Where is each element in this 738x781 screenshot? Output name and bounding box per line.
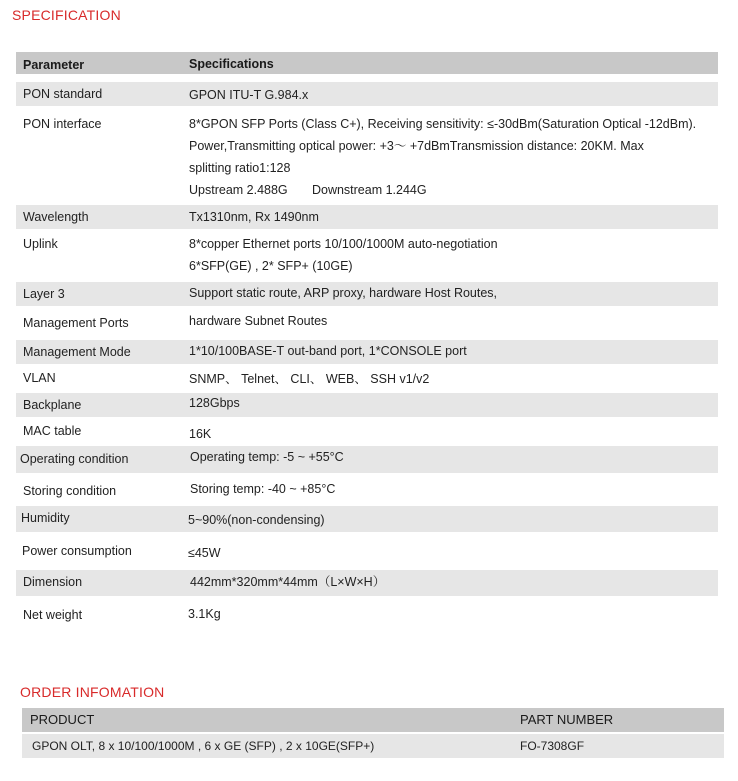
table-row <box>16 205 718 229</box>
row-param: Net weight <box>23 608 83 622</box>
row-param: Uplink <box>23 237 58 251</box>
row-spec-line: 5~90%(non-condensing) <box>188 513 325 527</box>
row-spec-line: Storing temp: -40 ~ +85°C <box>190 482 336 496</box>
row-spec-line: 8*copper Ethernet ports 10/100/1000M auto-negotiation <box>189 237 498 251</box>
row-param: Management Ports <box>23 316 129 330</box>
row-spec-line: splitting ratio1:128 <box>189 161 291 175</box>
row-param: Storing condition <box>23 484 117 498</box>
row-param: Layer 3 <box>23 287 65 301</box>
row-param: MAC table <box>23 424 82 438</box>
table-row <box>16 82 718 106</box>
table-row <box>16 340 718 364</box>
order-table-header <box>22 708 724 732</box>
row-param: Power consumption <box>22 544 132 558</box>
row-param: Management Mode <box>23 345 131 359</box>
table-row <box>16 420 718 446</box>
table-row <box>16 232 718 280</box>
row-spec-line: 16K <box>189 427 212 441</box>
spec-section-title: SPECIFICATION <box>12 7 121 23</box>
row-spec-line: 128Gbps <box>189 396 240 410</box>
table-row <box>16 282 718 306</box>
row-spec-line: SNMP、 Telnet、 CLI、 WEB、 SSH v1/v2 <box>189 372 430 386</box>
row-spec-line: 6*SFP(GE) , 2* SFP+ (10GE) <box>189 259 353 273</box>
row-spec-line: 1*10/100BASE-T out-band port, 1*CONSOLE port <box>189 344 467 358</box>
row-spec-line: 3.1Kg <box>188 607 221 621</box>
table-row <box>16 478 718 504</box>
row-param: PON standard <box>23 87 103 101</box>
row-spec-line: Tx1310nm, Rx 1490nm <box>189 210 319 224</box>
row-spec-line: Upstream 2.488G Downstream 1.244G <box>189 183 427 197</box>
row-spec-line: Support static route, ARP proxy, hardware Host Routes, <box>189 286 498 300</box>
row-spec-line: 442mm*320mm*44mm（L×W×H） <box>190 575 386 589</box>
table-row <box>16 310 718 334</box>
row-param: PON interface <box>23 117 102 131</box>
table-row <box>22 734 724 758</box>
product-name: GPON OLT, 8 x 10/100/1000M , 6 x GE (SFP) , 2 x 10GE(SFP+) <box>32 739 375 753</box>
table-row <box>16 506 718 532</box>
row-param: Backplane <box>23 398 82 412</box>
order-section-title: ORDER INFOMATION <box>20 684 165 700</box>
table-row <box>16 367 718 391</box>
part-number: FO-7308GF <box>520 739 585 753</box>
table-row <box>16 570 718 596</box>
table-row <box>16 602 718 628</box>
header-specifications: Specifications <box>189 57 274 71</box>
row-spec-line: 8*GPON SFP Ports (Class C+), Receiving sensitivity: ≤-30dBm(Saturation Optical -12dBm). <box>189 117 697 131</box>
row-param: VLAN <box>23 371 56 385</box>
table-row <box>16 446 718 473</box>
row-spec-line: Power,Transmitting optical power: +3〜 +7dBmTransmission distance: 20KM. Max <box>189 139 644 153</box>
table-row <box>16 112 718 204</box>
row-spec-line: Operating temp: -5 ~ +55°C <box>190 450 344 464</box>
row-spec-line: ≤45W <box>188 546 221 560</box>
header-product: PRODUCT <box>30 712 95 727</box>
row-param: Operating condition <box>20 452 129 466</box>
spec-table-header <box>16 52 718 74</box>
row-spec-line: GPON ITU-T G.984.x <box>189 88 309 102</box>
table-row <box>16 538 718 564</box>
row-param: Humidity <box>21 511 70 525</box>
header-parameter: Parameter <box>23 58 85 72</box>
row-spec-line: hardware Subnet Routes <box>189 314 328 328</box>
row-param: Wavelength <box>23 210 89 224</box>
row-param: Dimension <box>23 575 83 589</box>
header-part-number: PART NUMBER <box>520 712 614 727</box>
table-row <box>16 393 718 417</box>
